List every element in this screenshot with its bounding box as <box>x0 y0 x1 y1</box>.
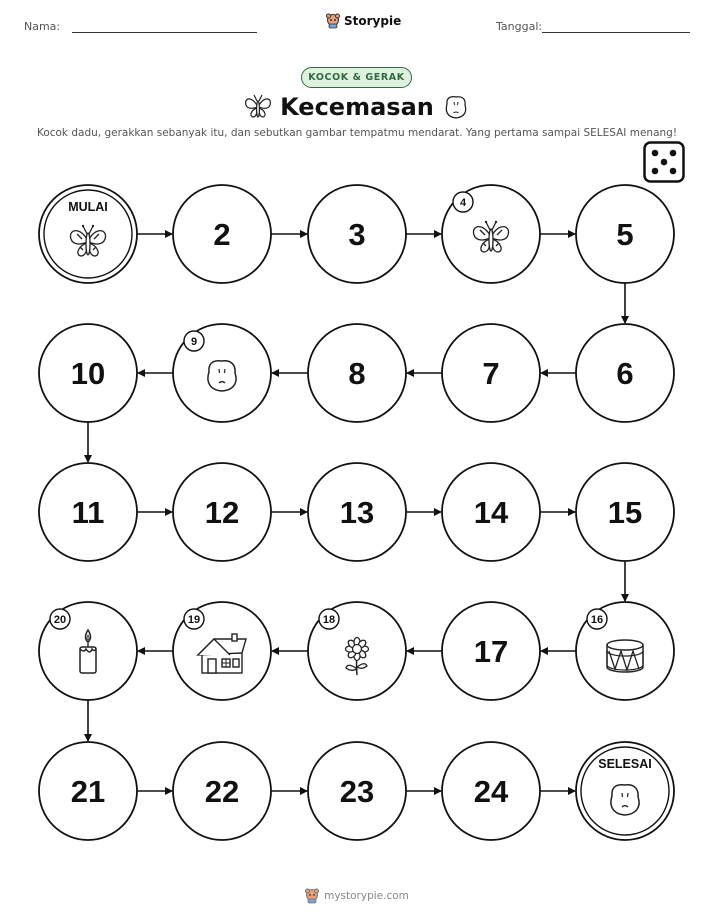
space-number-badge <box>587 609 607 629</box>
board-space-9[interactable] <box>173 324 271 422</box>
storypie-mascot-icon <box>305 888 319 904</box>
svg-text:20: 20 <box>53 614 67 626</box>
drum-icon <box>607 640 643 672</box>
board-space-11[interactable] <box>39 463 137 561</box>
svg-text:18: 18 <box>322 614 336 626</box>
svg-text:9: 9 <box>190 336 198 348</box>
space-label: MULAI <box>68 200 108 214</box>
board-space-2[interactable] <box>173 185 271 283</box>
board-space-20[interactable] <box>39 602 137 700</box>
board-space-22[interactable] <box>173 742 271 840</box>
board-space-18[interactable] <box>308 602 406 700</box>
board-space-6[interactable] <box>576 324 674 422</box>
footer <box>0 888 714 904</box>
svg-text:16: 16 <box>590 614 604 626</box>
space-number: 10 <box>70 356 106 391</box>
board-space-19[interactable] <box>173 602 271 700</box>
space-number: 17 <box>473 634 509 669</box>
board-space-8[interactable] <box>308 324 406 422</box>
board-space-12[interactable] <box>173 463 271 561</box>
board-space-5[interactable] <box>576 185 674 283</box>
name-label: Nama: <box>24 20 61 33</box>
board-space-7[interactable] <box>442 324 540 422</box>
start-space[interactable] <box>39 185 137 283</box>
board-space-23[interactable] <box>308 742 406 840</box>
board-space-10[interactable] <box>39 324 137 422</box>
space-number: 13 <box>339 495 375 530</box>
space-number: 12 <box>204 495 240 530</box>
space-number-badge <box>184 331 204 351</box>
space-number-badge <box>184 609 204 629</box>
svg-text:4: 4 <box>459 197 467 209</box>
page-title: Kecemasan <box>280 93 434 121</box>
face-icon <box>611 785 639 815</box>
space-number: 8 <box>348 356 366 391</box>
footer-url: mystorypie.com <box>324 890 409 902</box>
space-number: 11 <box>71 495 105 530</box>
board-space-16[interactable] <box>576 602 674 700</box>
space-number: 21 <box>70 774 106 809</box>
date-label: Tanggal: <box>496 20 543 33</box>
space-label: SELESAI <box>598 757 652 771</box>
finish-space[interactable] <box>576 742 674 840</box>
board-space-21[interactable] <box>39 742 137 840</box>
board-space-15[interactable] <box>576 463 674 561</box>
board-space-3[interactable] <box>308 185 406 283</box>
space-number: 23 <box>339 774 375 809</box>
space-number: 5 <box>616 217 634 252</box>
space-number: 7 <box>482 356 500 391</box>
space-number: 3 <box>348 217 366 252</box>
space-number: 22 <box>204 774 240 809</box>
space-number-badge <box>319 609 339 629</box>
category-tag: KOCOK & GERAK <box>301 67 412 88</box>
space-number: 6 <box>616 356 634 391</box>
board-space-14[interactable] <box>442 463 540 561</box>
space-number: 14 <box>473 495 509 530</box>
instructions: Kocok dadu, gerakkan sebanyak itu, dan sebutkan gambar tempatmu mendarat. Yang pertama sampai SELESAI menang! <box>36 127 678 139</box>
space-number: 24 <box>473 774 509 809</box>
face-icon <box>208 361 236 391</box>
board-space-24[interactable] <box>442 742 540 840</box>
space-number-badge <box>50 609 70 629</box>
board-space-17[interactable] <box>442 602 540 700</box>
space-number: 15 <box>607 495 643 530</box>
board-space-13[interactable] <box>308 463 406 561</box>
board-space-4[interactable] <box>442 185 540 283</box>
brand-name: Storypie <box>344 14 402 28</box>
space-number-badge <box>453 192 473 212</box>
svg-text:19: 19 <box>187 614 201 626</box>
space-number: 2 <box>213 217 231 252</box>
